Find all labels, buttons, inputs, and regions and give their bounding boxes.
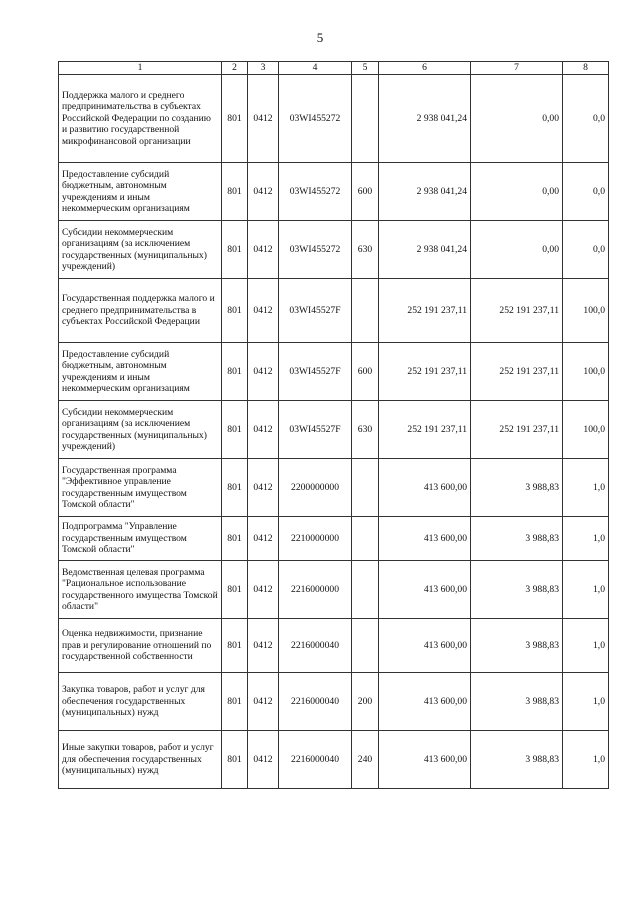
planned-amount: 252 191 237,11 — [379, 401, 471, 459]
page-number: 5 — [316, 30, 324, 45]
row-description: Ведомственная целевая программа "Рациональное использование государственного имущества Томской области" — [59, 561, 222, 619]
column-number: 5 — [352, 62, 379, 75]
row-description: Субсидии некоммерческим организациям (за исключением государственных (муниципальных) учреждений) — [59, 401, 222, 459]
executed-amount: 0,00 — [471, 221, 563, 279]
executed-amount: 3 988,83 — [471, 561, 563, 619]
target-article-code: 2200000000 — [279, 459, 352, 517]
expense-type-code: 630 — [352, 401, 379, 459]
table-row — [59, 343, 609, 401]
column-number: 3 — [248, 62, 279, 75]
target-article-code: 2216000040 — [279, 673, 352, 731]
execution-percent: 1,0 — [563, 517, 609, 561]
target-article-code: 03WI45527F — [279, 343, 352, 401]
planned-amount: 2 938 041,24 — [379, 163, 471, 221]
execution-percent: 1,0 — [563, 459, 609, 517]
execution-percent: 1,0 — [563, 731, 609, 789]
planned-amount: 2 938 041,24 — [379, 221, 471, 279]
expense-type-code: 240 — [352, 731, 379, 789]
target-article-code: 2216000040 — [279, 619, 352, 673]
section-code: 0412 — [248, 673, 279, 731]
column-number: 4 — [279, 62, 352, 75]
planned-amount: 413 600,00 — [379, 517, 471, 561]
expense-type-code: 200 — [352, 673, 379, 731]
expense-type-code — [352, 517, 379, 561]
table-row — [59, 221, 609, 279]
ministry-code: 801 — [222, 163, 248, 221]
column-number: 7 — [471, 62, 563, 75]
ministry-code: 801 — [222, 279, 248, 343]
planned-amount: 413 600,00 — [379, 731, 471, 789]
target-article-code: 2210000000 — [279, 517, 352, 561]
planned-amount: 413 600,00 — [379, 619, 471, 673]
table-row — [59, 731, 609, 789]
ministry-code: 801 — [222, 343, 248, 401]
table-row — [59, 561, 609, 619]
execution-percent: 100,0 — [563, 343, 609, 401]
target-article-code: 2216000000 — [279, 561, 352, 619]
execution-percent: 1,0 — [563, 673, 609, 731]
row-description: Субсидии некоммерческим организациям (за исключением государственных (муниципальных) учреждений) — [59, 221, 222, 279]
expense-type-code — [352, 75, 379, 163]
section-code: 0412 — [248, 561, 279, 619]
section-code: 0412 — [248, 279, 279, 343]
section-code: 0412 — [248, 221, 279, 279]
executed-amount: 3 988,83 — [471, 619, 563, 673]
expense-type-code — [352, 561, 379, 619]
execution-percent: 100,0 — [563, 279, 609, 343]
ministry-code: 801 — [222, 673, 248, 731]
planned-amount: 413 600,00 — [379, 561, 471, 619]
table-row — [59, 673, 609, 731]
target-article-code: 03WI45527F — [279, 279, 352, 343]
section-code: 0412 — [248, 401, 279, 459]
row-description: Поддержка малого и среднего предпринимательства в субъектах Российской Федерации по созданию и развитию государственной микрофинансовой организации — [59, 75, 222, 163]
execution-percent: 1,0 — [563, 619, 609, 673]
section-code: 0412 — [248, 343, 279, 401]
executed-amount: 3 988,83 — [471, 673, 563, 731]
ministry-code: 801 — [222, 459, 248, 517]
column-number-row — [59, 62, 609, 75]
target-article-code: 03WI455272 — [279, 75, 352, 163]
expense-type-code — [352, 619, 379, 673]
ministry-code: 801 — [222, 401, 248, 459]
target-article-code: 03WI45527F — [279, 401, 352, 459]
expense-type-code: 600 — [352, 163, 379, 221]
planned-amount: 252 191 237,11 — [379, 279, 471, 343]
column-number: 8 — [563, 62, 609, 75]
expense-type-code: 600 — [352, 343, 379, 401]
row-description: Закупка товаров, работ и услуг для обеспечения государственных (муниципальных) нужд — [59, 673, 222, 731]
executed-amount: 252 191 237,11 — [471, 401, 563, 459]
execution-percent: 0,0 — [563, 221, 609, 279]
executed-amount: 252 191 237,11 — [471, 279, 563, 343]
executed-amount: 3 988,83 — [471, 459, 563, 517]
table-row — [59, 459, 609, 517]
row-description: Государственная поддержка малого и среднего предпринимательства в субъектах Российской Федерации — [59, 279, 222, 343]
row-description: Иные закупки товаров, работ и услуг для обеспечения государственных (муниципальных) нужд — [59, 731, 222, 789]
section-code: 0412 — [248, 459, 279, 517]
row-description: Подпрограмма "Управление государственным имуществом Томской области" — [59, 517, 222, 561]
planned-amount: 413 600,00 — [379, 459, 471, 517]
table-row — [59, 401, 609, 459]
expense-type-code — [352, 279, 379, 343]
table-row — [59, 75, 609, 163]
ministry-code: 801 — [222, 619, 248, 673]
ministry-code: 801 — [222, 221, 248, 279]
execution-percent: 100,0 — [563, 401, 609, 459]
planned-amount: 413 600,00 — [379, 673, 471, 731]
ministry-code: 801 — [222, 561, 248, 619]
executed-amount: 3 988,83 — [471, 517, 563, 561]
ministry-code: 801 — [222, 75, 248, 163]
target-article-code: 03WI455272 — [279, 163, 352, 221]
section-code: 0412 — [248, 731, 279, 789]
expense-type-code: 630 — [352, 221, 379, 279]
executed-amount: 3 988,83 — [471, 731, 563, 789]
row-description: Предоставление субсидий бюджетным, автономным учреждениям и иным некоммерческим организациям — [59, 343, 222, 401]
ministry-code: 801 — [222, 517, 248, 561]
target-article-code: 2216000040 — [279, 731, 352, 789]
row-description: Предоставление субсидий бюджетным, автономным учреждениям и иным некоммерческим организациям — [59, 163, 222, 221]
table-row — [59, 163, 609, 221]
row-description: Оценка недвижимости, признание прав и регулирование отношений по государственной собственности — [59, 619, 222, 673]
table-row — [59, 517, 609, 561]
executed-amount: 252 191 237,11 — [471, 343, 563, 401]
row-description: Государственная программа "Эффективное управление государственным имуществом Томской области" — [59, 459, 222, 517]
section-code: 0412 — [248, 517, 279, 561]
column-number: 6 — [379, 62, 471, 75]
section-code: 0412 — [248, 163, 279, 221]
column-number: 1 — [59, 62, 222, 75]
executed-amount: 0,00 — [471, 163, 563, 221]
expense-type-code — [352, 459, 379, 517]
executed-amount: 0,00 — [471, 75, 563, 163]
section-code: 0412 — [248, 619, 279, 673]
execution-percent: 0,0 — [563, 75, 609, 163]
planned-amount: 252 191 237,11 — [379, 343, 471, 401]
execution-percent: 1,0 — [563, 561, 609, 619]
planned-amount: 2 938 041,24 — [379, 75, 471, 163]
budget-execution-table — [58, 61, 609, 789]
table-row — [59, 619, 609, 673]
section-code: 0412 — [248, 75, 279, 163]
column-number: 2 — [222, 62, 248, 75]
target-article-code: 03WI455272 — [279, 221, 352, 279]
table-row — [59, 279, 609, 343]
execution-percent: 0,0 — [563, 163, 609, 221]
ministry-code: 801 — [222, 731, 248, 789]
